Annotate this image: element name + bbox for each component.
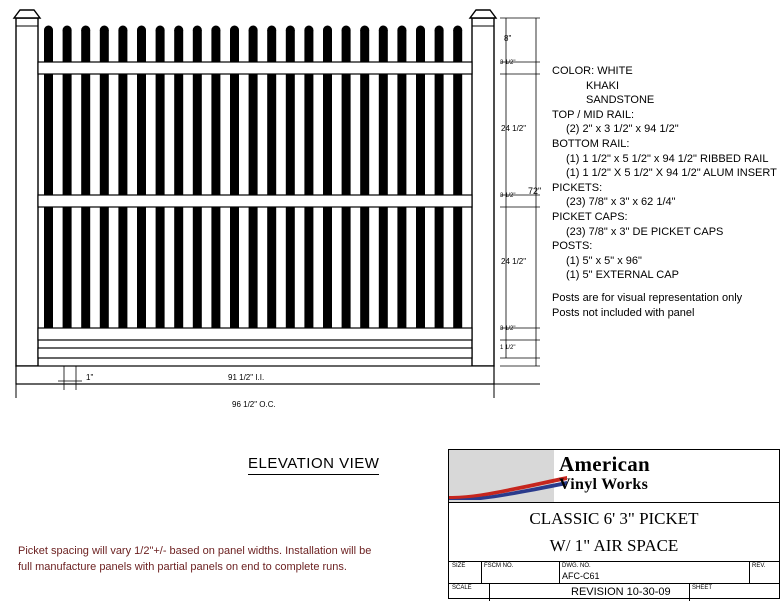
spec-line: PICKETS: <box>552 181 603 194</box>
fscm-label: FSCM NO. <box>484 563 514 569</box>
fscm-cell <box>481 562 560 583</box>
logo-swoosh-icon <box>449 474 567 500</box>
size-cell <box>449 562 482 583</box>
post-note-line: Posts not included with panel <box>552 306 695 319</box>
title-block-meta-row <box>449 562 779 584</box>
title-block <box>448 449 780 599</box>
spec-line: KHAKI <box>586 79 620 92</box>
spec-line: (1) 1 1/2" x 5 1/2" x 94 1/2" RIBBED RAIL <box>566 152 769 165</box>
dim-top-gap: 8" <box>504 34 512 43</box>
dwg-value: AFC-C61 <box>562 571 600 581</box>
dim-overall-height: 72" <box>528 186 542 196</box>
spec-line: COLOR: WHITE <box>552 65 633 77</box>
title-block-bottom-row <box>449 584 779 601</box>
spec-line: PICKET CAPS: <box>552 210 628 223</box>
dim-rail-1: 3 1/2" <box>500 60 516 66</box>
spec-line: (23) 7/8" x 3" DE PICKET CAPS <box>566 225 724 238</box>
dwg-cell <box>559 562 750 583</box>
revision-text: REVISION 10-30-09 <box>571 586 671 598</box>
spec-line: (2) 2" x 3 1/2" x 94 1/2" <box>566 123 679 136</box>
spec-line: SANDSTONE <box>586 94 655 107</box>
rev-label: REV. <box>752 563 766 569</box>
drawing-title-line-1: CLASSIC 6' 3" PICKET <box>529 509 699 528</box>
dim-section-1: 24 1/2" <box>501 124 527 133</box>
sheet-label: SHEET <box>692 585 713 591</box>
drawing-title <box>449 503 779 562</box>
spec-line: TOP / MID RAIL: <box>552 108 635 121</box>
dim-rail-3: 3 1/2" <box>500 326 516 332</box>
spec-line: (1) 1 1/2" X 5 1/2" X 94 1/2" ALUM INSERT <box>566 167 777 180</box>
note-line: full manufacture panels with partial panels on end to complete runs. <box>18 561 347 573</box>
picket-spacing-note <box>18 543 418 575</box>
dim-rail-4: 1 1/2" <box>500 345 516 351</box>
dim-rail-2: 3 1/2" <box>500 193 516 199</box>
dwg-label: DWG. NO. <box>562 563 591 569</box>
revision-cell <box>489 584 690 601</box>
note-line: Picket spacing will vary 1/2"+/- based on panel widths. Installation will be <box>18 545 372 557</box>
elevation-view-label: ELEVATION VIEW <box>248 455 379 475</box>
size-label: SIZE <box>452 563 466 569</box>
company-logo <box>449 450 779 503</box>
logo-line-2: Vinyl Works <box>559 476 649 493</box>
spec-line: (1) 5" x 5" x 96" <box>566 254 642 267</box>
dim-on-center-width: 96 1/2" O.C. <box>232 400 276 409</box>
specification-list <box>552 64 782 320</box>
sheet-cell <box>689 584 779 601</box>
dim-air-space: 1" <box>86 373 94 382</box>
rev-cell <box>749 562 779 583</box>
drawing-title-line-2: W/ 1" AIR SPACE <box>549 536 679 555</box>
dim-inside-width: 91 1/2" I.I. <box>228 373 265 382</box>
spec-line: (1) 5" EXTERNAL CAP <box>566 269 679 282</box>
logo-line-1: American <box>559 452 651 476</box>
spec-line: (23) 7/8" x 3" x 62 1/4" <box>566 196 676 209</box>
spec-line: POSTS: <box>552 240 593 253</box>
fence-elevation-drawing <box>0 0 540 430</box>
spec-line: BOTTOM RAIL: <box>552 137 630 150</box>
dim-section-2: 24 1/2" <box>501 257 527 266</box>
scale-label: SCALE <box>452 585 472 591</box>
logo-text <box>559 453 650 494</box>
post-note-line: Posts are for visual representation only <box>552 291 743 304</box>
scale-cell <box>449 584 490 601</box>
